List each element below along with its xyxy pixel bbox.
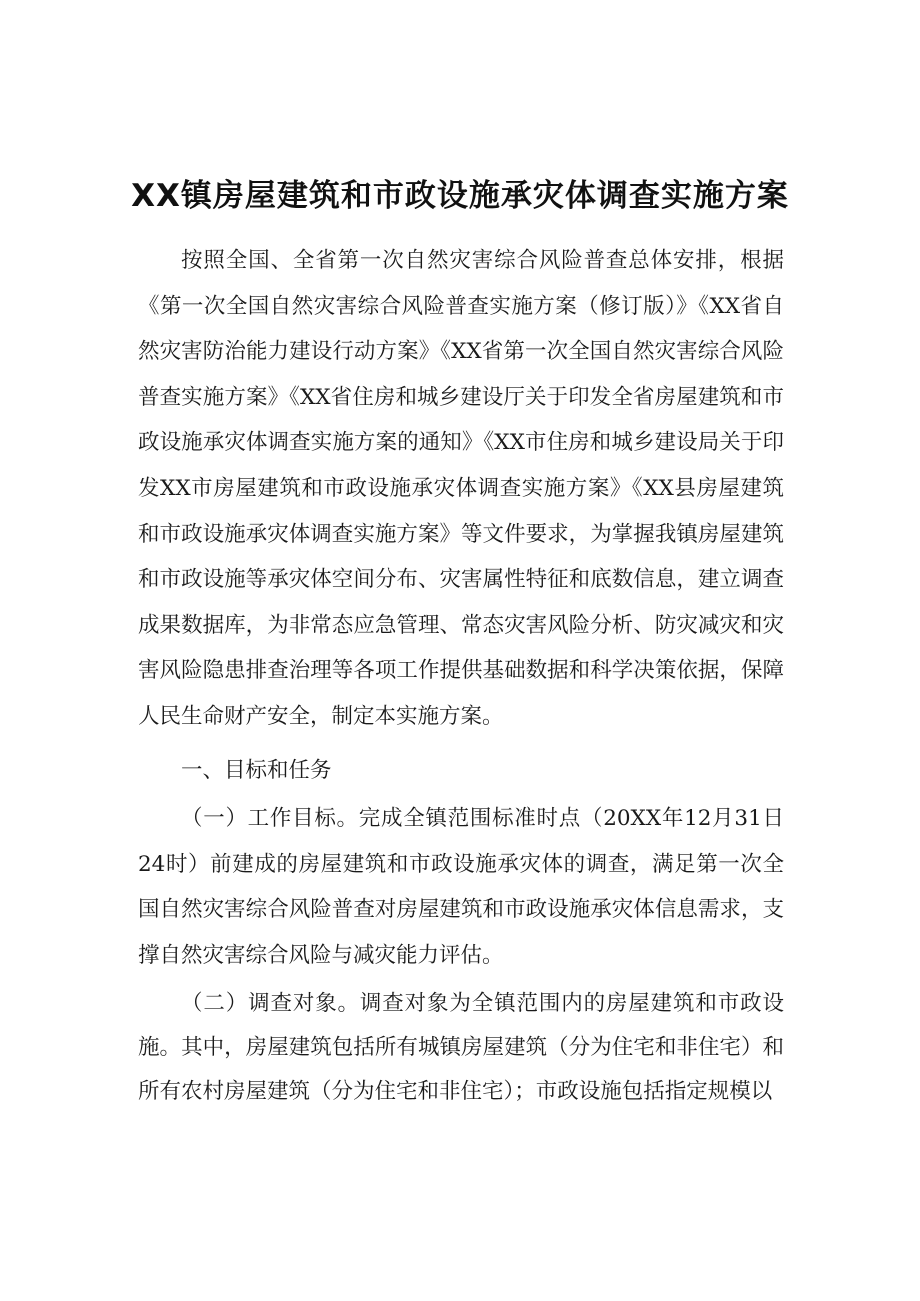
survey-object-paragraph: （二）调查对象。调查对象为全镇范围内的房屋建筑和市政设施。其中，房屋建筑包括所有城镇房屋建筑（分为住宅和非住宅）和所有农村房屋建筑（分为住宅和非住宅）；市政设施包括指定规模以 — [138, 991, 784, 1104]
document-title: XX镇房屋建筑和市政设施承灾体调查实施方案 — [131, 178, 789, 214]
work-goal-paragraph: （一）工作目标。完成全镇范围标准时点（20XX年12月31日24时）前建成的房屋建筑和市政设施承灾体的调查，满足第一次全国自然灾害综合风险普查对房屋建筑和市政设施承灾体信息需求，支撑自然灾害综合风险与减灾能力评估。 — [138, 806, 784, 968]
intro-paragraph: 按照全国、全省第一次自然灾害综合风险普查总体安排，根据《第一次全国自然灾害综合风险普查实施方案（修订版）》《XX省自然灾害防治能力建设行动方案》《XX省第一次全国自然灾害综合风险普查实施方案》《XX省住房和城乡建设厅关于印发全省房屋建筑和市政设施承灾体调查实施方案的通知》《XX市住房和城乡建设局关于印发XX市房屋建筑和市政设施承灾体调查实施方案》《XX县房屋建筑和市政设施承灾体调查实施方案》等文件要求，为掌握我镇房屋建筑和市政设施等承灾体空间分布、灾害属性特征和底数信息，建立调查成果数据库，为非常态应急管理、常态灾害风险分析、防灾减灾和灾害风险隐患排查治理等各项工作提供基础数据和科学决策依据，保障人民生命财产安全，制定本实施方案。 — [138, 248, 784, 729]
section-heading-goals-and-tasks: 一、目标和任务 — [181, 758, 332, 783]
